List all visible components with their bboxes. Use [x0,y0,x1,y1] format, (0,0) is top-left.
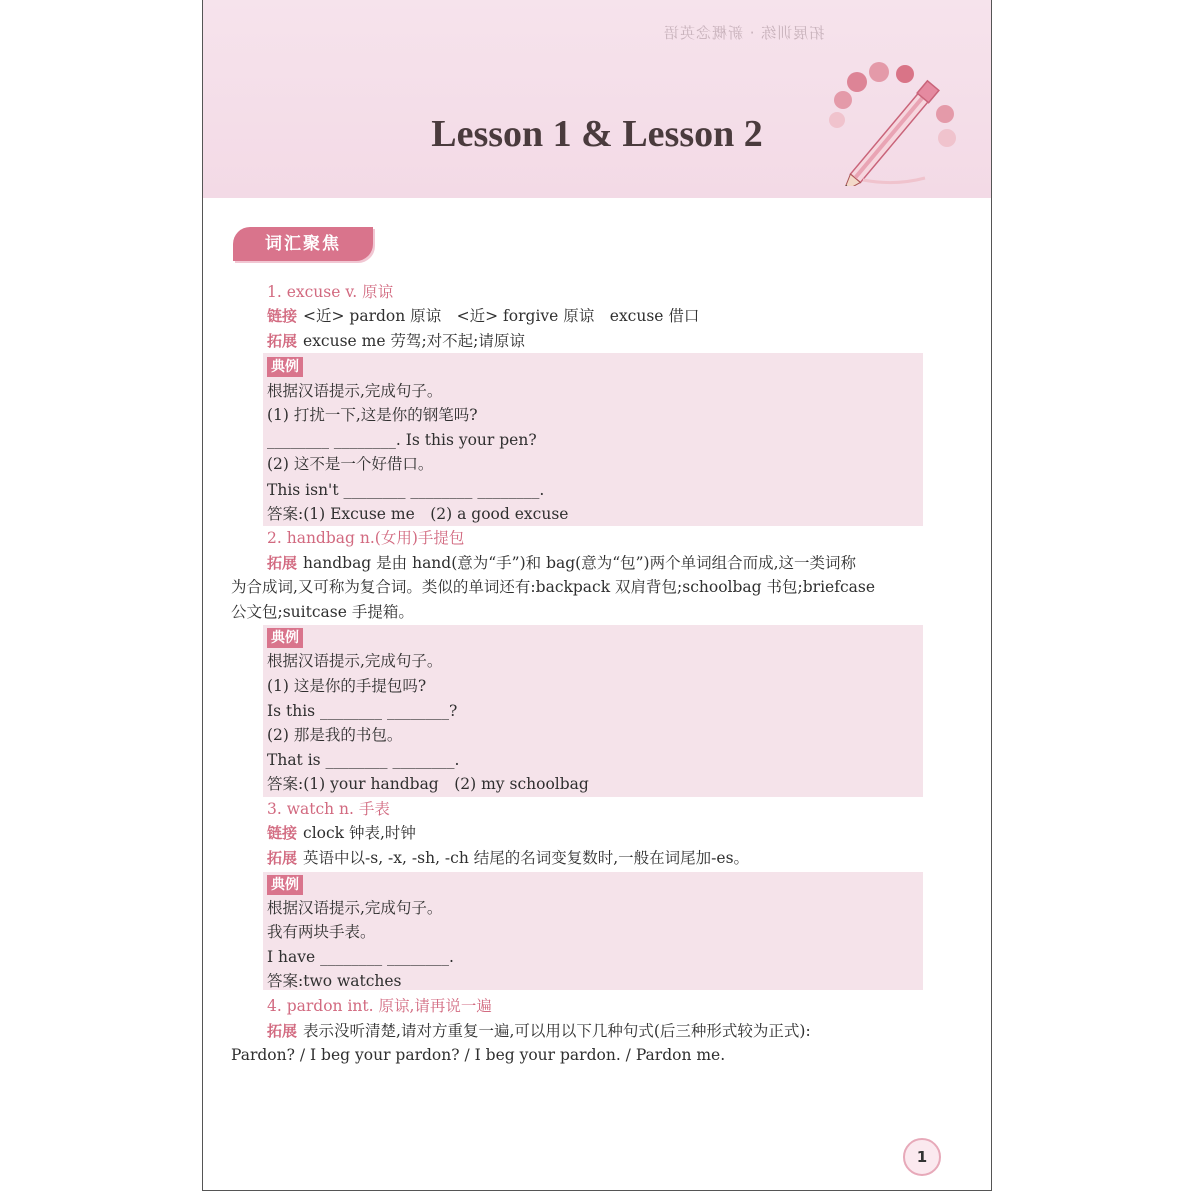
example-2-label [267,625,303,649]
example-1-answer: 答案:(1) Excuse me (2) a good excuse [267,505,569,523]
example-2-line-1: 根据汉语提示,完成句子。 [267,652,443,670]
entry-2-extension-text-2: 为合成词,又可称为复合词。类似的单词还有:backpack 双肩背包;schoolbag 书包;briefcase [231,578,875,596]
example-2-line-4: (2) 那是我的书包。 [267,726,403,744]
entry-3-extension-text: 英语中以-s, -x, -sh, -ch 结尾的名词变复数时,一般在词尾加-es。 [303,849,750,867]
example-1-line-3: ________ ________. Is this your pen? [267,431,537,449]
example-1-line-1: 根据汉语提示,完成句子。 [267,382,443,400]
section-tab-vocabulary: 词汇聚焦 [233,227,373,261]
page-number: 1 [903,1138,941,1176]
entry-4-extension-text-1: 表示没听清楚,请对方重复一遍,可以用以下几种句式(后三种形式较为正式): [303,1022,811,1040]
example-2-line-5: That is ________ ________. [267,751,460,769]
example-3-line-3: I have ________ ________. [267,948,454,966]
example-1-label [267,354,303,378]
example-3-line-2: 我有两块手表。 [267,923,376,941]
example-1-line-4: (2) 这不是一个好借口。 [267,455,434,473]
example-2-answer: 答案:(1) your handbag (2) my schoolbag [267,775,589,793]
entry-1-link [267,304,699,328]
entry-4-extension [267,1019,811,1043]
entry-3-heading: 3. watch n. 手表 [267,800,390,818]
entry-2-extension-text-1: handbag 是由 hand(意为“手”)和 bag(意为“包”)两个单词组合而成,这一类词称 [303,554,857,572]
pencil-dots-icon [815,56,975,186]
extension-tag: 拓展 [267,1022,298,1040]
entry-3-link [267,821,416,845]
example-3-answer: 答案:two watches [267,972,402,990]
example-2-line-2: (1) 这是你的手提包吗? [267,677,427,695]
entry-3-link-text: clock 钟表,时钟 [303,824,416,842]
link-tag: 链接 [267,307,298,325]
example-3-line-1: 根据汉语提示,完成句子。 [267,899,443,917]
link-tag: 链接 [267,824,298,842]
entry-4-heading: 4. pardon int. 原谅,请再说一遍 [267,997,492,1015]
entry-1-extension [267,329,525,353]
entry-2-heading: 2. handbag n.(女用)手提包 [267,529,465,547]
example-2-line-3: Is this ________ ________? [267,702,458,720]
faded-header-text: 拓展训练 · 新概念英语 [663,24,825,42]
entry-1-link-text: <近> pardon 原谅 <近> forgive 原谅 excuse 借口 [303,307,700,325]
entry-2-extension-text-3: 公文包;suitcase 手提箱。 [231,603,414,621]
extension-tag: 拓展 [267,332,298,350]
extension-tag: 拓展 [267,849,298,867]
entry-1-heading: 1. excuse v. 原谅 [267,283,394,301]
book-page [202,0,992,1191]
entry-2-extension [267,551,856,575]
entry-1-extension-text: excuse me 劳驾;对不起;请原谅 [303,332,525,350]
example-1-line-5: This isn't ________ ________ ________. [267,481,545,499]
entry-4-extension-text-2: Pardon? / I beg your pardon? / I beg your pardon. / Pardon me. [231,1046,726,1064]
example-1-line-2: (1) 打扰一下,这是你的钢笔吗? [267,406,478,424]
example-tag: 典例 [267,357,303,377]
extension-tag: 拓展 [267,554,298,572]
page-title: Lesson 1 & Lesson 2 [431,113,763,155]
entry-3-extension [267,846,749,870]
example-3-label [267,872,303,896]
example-tag: 典例 [267,628,303,648]
example-tag: 典例 [267,875,303,895]
